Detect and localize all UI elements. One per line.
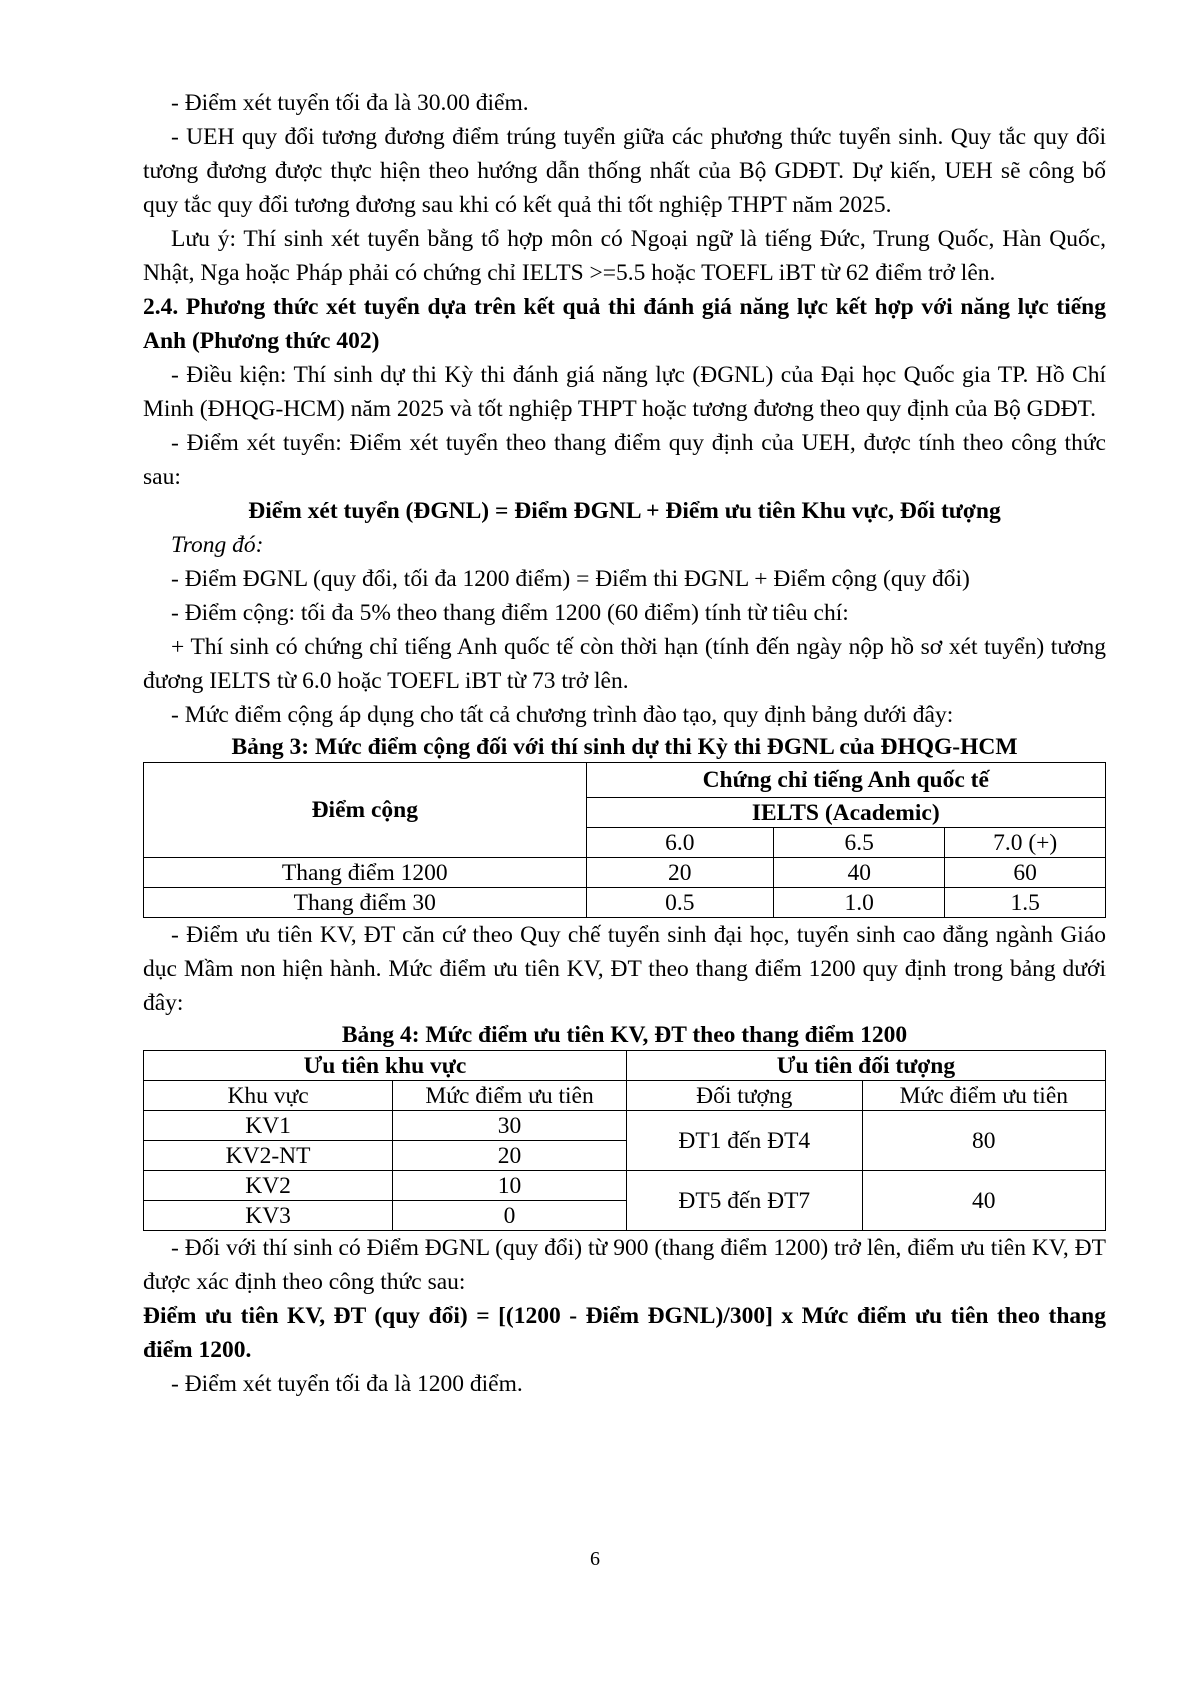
table3-row-label: Thang điểm 30	[144, 888, 587, 918]
table3-cell: 20	[586, 858, 774, 888]
table4-group-right: Ưu tiên đối tượng	[626, 1051, 1105, 1081]
page-number: 6	[590, 1548, 600, 1570]
table4-col-dt: Đối tượng	[626, 1081, 862, 1111]
table4-kv: KV1	[144, 1111, 393, 1141]
paragraph-note-language: Lưu ý: Thí sinh xét tuyển bằng tổ hợp môn có Ngoại ngữ là tiếng Đức, Trung Quốc, Hàn Quốc, Nhật, Nga hoặc Pháp phải có chứng chỉ IELTS >=5.5 hoặc TOEFL iBT từ 62 điểm trở lên.	[143, 226, 1106, 286]
paragraph-high-score-priority: - Đối với thí sinh có Điểm ĐGNL (quy đổi) từ 900 (thang điểm 1200) trở lên, điểm ưu tiên KV, ĐT được xác định theo công thức sau:	[143, 1235, 1106, 1295]
table4-col-dt-score: Mức điểm ưu tiên	[862, 1081, 1105, 1111]
table4-dt: ĐT1 đến ĐT4	[626, 1111, 862, 1171]
table3-sub-header: IELTS (Academic)	[586, 798, 1105, 828]
table4-kv: KV2-NT	[144, 1141, 393, 1171]
table-row	[144, 1171, 1106, 1201]
formula-dgnl: Điểm xét tuyển (ĐGNL) = Điểm ĐGNL + Điểm ưu tiên Khu vực, Đối tượng	[248, 498, 1001, 524]
table3-level: 7.0 (+)	[945, 828, 1106, 858]
document-page	[143, 86, 1106, 1401]
table-row	[144, 888, 1106, 918]
section-heading-2-4: 2.4. Phương thức xét tuyển dựa trên kết quả thi đánh giá năng lực kết hợp với năng lực tiếng Anh (Phương thức 402)	[143, 294, 1106, 354]
table4-priority-points	[143, 1050, 1106, 1231]
table4-col-kv-score: Mức điểm ưu tiên	[393, 1081, 627, 1111]
table3-row-label: Thang điểm 1200	[144, 858, 587, 888]
paragraph-condition: - Điều kiện: Thí sinh dự thi Kỳ thi đánh giá năng lực (ĐGNL) của Đại học Quốc gia TP. Hồ Chí Minh (ĐHQG-HCM) năm 2025 và tốt nghiệp THPT hoặc tương đương theo quy định của Bộ GDĐT.	[143, 362, 1106, 422]
table4-caption: Bảng 4: Mức điểm ưu tiên KV, ĐT theo thang điểm 1200	[341, 1022, 908, 1048]
table3-cell: 1.5	[945, 888, 1106, 918]
table4-kv-score: 20	[393, 1141, 627, 1171]
paragraph-score-formula-intro: - Điểm xét tuyển: Điểm xét tuyển theo thang điểm quy định của UEH, được tính theo công thức sau:	[143, 430, 1106, 490]
paragraph-max-score-30: - Điểm xét tuyển tối đa là 30.00 điểm.	[171, 90, 529, 116]
table4-kv-score: 0	[393, 1201, 627, 1231]
paragraph-conversion-rule: - UEH quy đổi tương đương điểm trúng tuyển giữa các phương thức tuyển sinh. Quy tắc quy đổi tương đương được thực hiện theo hướng dẫn thống nhất của Bộ GDĐT. Dự kiến, UEH sẽ công bố quy tắc quy đổi tương đương sau khi có kết quả thi tốt nghiệp THPT năm 2025.	[143, 124, 1106, 218]
table4-col-kv: Khu vực	[144, 1081, 393, 1111]
table4-kv-score: 10	[393, 1171, 627, 1201]
table3-group-header: Chứng chỉ tiếng Anh quốc tế	[586, 763, 1105, 798]
table3-level: 6.5	[774, 828, 945, 858]
paragraph-bonus-applies: - Mức điểm cộng áp dụng cho tất cả chương trình đào tạo, quy định bảng dưới đây:	[171, 702, 954, 728]
paragraph-bonus-points: - Điểm cộng: tối đa 5% theo thang điểm 1200 (60 điểm) tính từ tiêu chí:	[171, 600, 849, 626]
table-row	[144, 858, 1106, 888]
table4-kv-score: 30	[393, 1111, 627, 1141]
table4-group-left: Ưu tiên khu vực	[144, 1051, 627, 1081]
paragraph-dgnl-converted: - Điểm ĐGNL (quy đổi, tối đa 1200 điểm) = Điểm thi ĐGNL + Điểm cộng (quy đổi)	[171, 566, 970, 592]
table3-cell: 1.0	[774, 888, 945, 918]
paragraph-priority-points: - Điểm ưu tiên KV, ĐT căn cứ theo Quy chế tuyển sinh đại học, tuyển sinh cao đẳng ngành Giáo dục Mầm non hiện hành. Mức điểm ưu tiên KV, ĐT theo thang điểm 1200 quy định trong bảng dưới đây:	[143, 922, 1106, 1016]
table4-kv: KV2	[144, 1171, 393, 1201]
table3-level: 6.0	[586, 828, 774, 858]
table3-row-header: Điểm cộng	[144, 763, 587, 858]
table3-bonus-points	[143, 762, 1106, 918]
table3-cell: 0.5	[586, 888, 774, 918]
table3-caption: Bảng 3: Mức điểm cộng đối với thí sinh dự thi Kỳ thi ĐGNL của ĐHQG-HCM	[231, 734, 1018, 760]
paragraph-max-score-1200: - Điểm xét tuyển tối đa là 1200 điểm.	[171, 1371, 523, 1397]
table3-cell: 60	[945, 858, 1106, 888]
table-row	[144, 1111, 1106, 1141]
table4-kv: KV3	[144, 1201, 393, 1231]
table4-dt-score: 80	[862, 1111, 1105, 1171]
table4-dt: ĐT5 đến ĐT7	[626, 1171, 862, 1231]
formula-priority-converted: Điểm ưu tiên KV, ĐT (quy đổi) = [(1200 - Điểm ĐGNL)/300] x Mức điểm ưu tiên theo thang điểm 1200.	[143, 1303, 1106, 1363]
trong-do-label: Trong đó:	[171, 532, 264, 558]
table4-dt-score: 40	[862, 1171, 1105, 1231]
paragraph-english-cert: + Thí sinh có chứng chỉ tiếng Anh quốc tế còn thời hạn (tính đến ngày nộp hồ sơ xét tuyển) tương đương IELTS từ 6.0 hoặc TOEFL iBT từ 73 trở lên.	[143, 634, 1106, 694]
table3-cell: 40	[774, 858, 945, 888]
